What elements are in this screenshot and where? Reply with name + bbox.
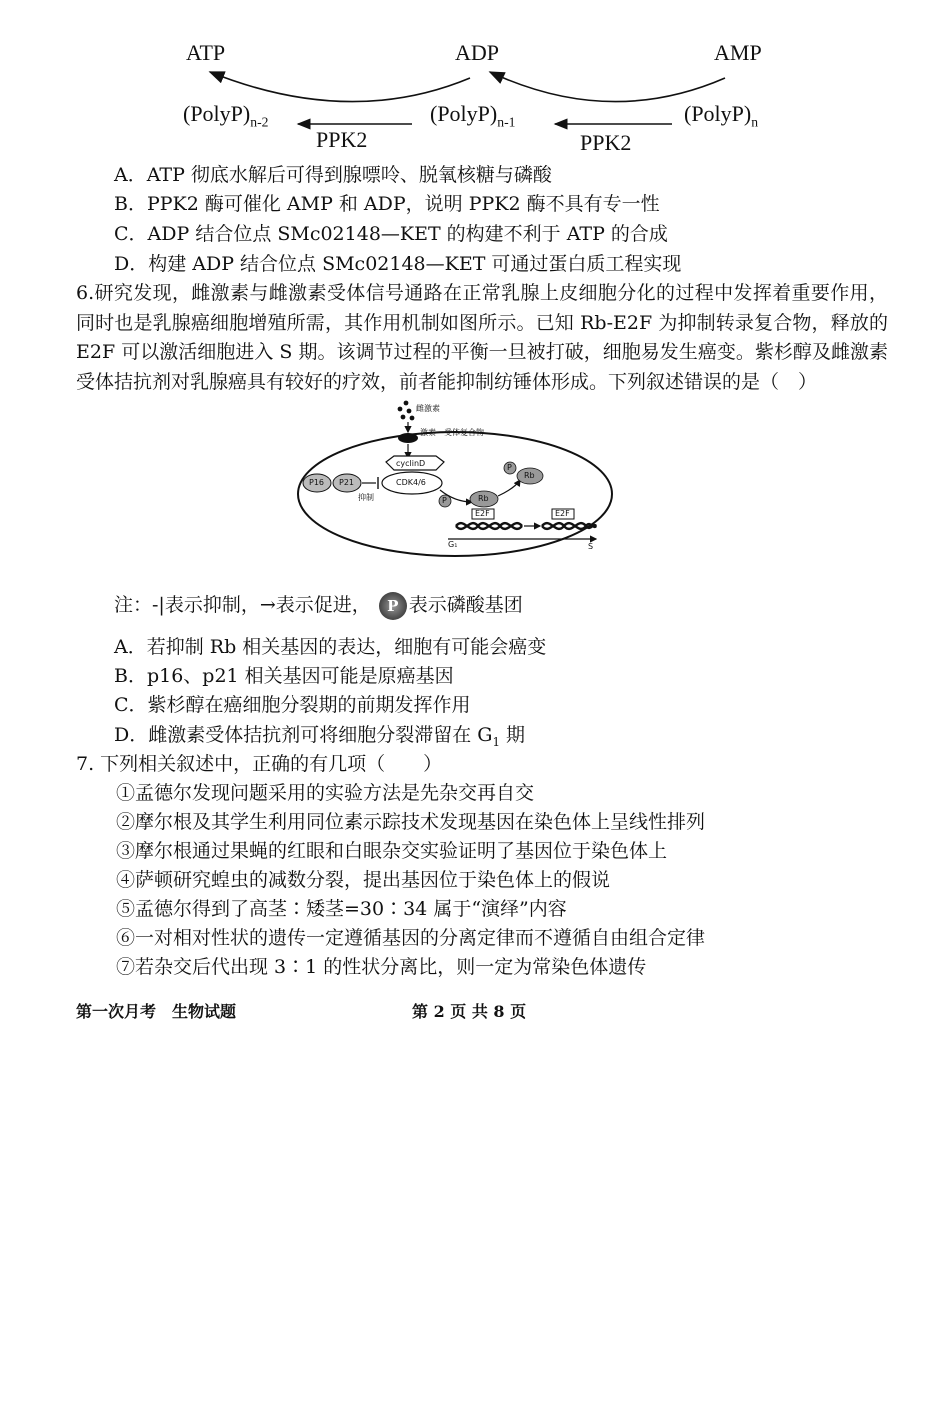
label-p-small: P <box>442 496 447 505</box>
label-atp: ATP <box>186 40 226 65</box>
label-s: S <box>588 542 594 551</box>
q5-option-d: D．构建 ADP 结合位点 SMc02148—KET 可通过蛋白质工程实现 <box>114 253 682 275</box>
label-complex: 激素—受体复合物 <box>420 428 484 437</box>
q7-item-3: ③摩尔根通过果蝇的红眼和白眼杂交实验证明了基因位于染色体上 <box>116 840 668 862</box>
label-amp: AMP <box>714 40 762 65</box>
label-polyp-n-2: $(PolyP)_{n-2}$ <box>183 101 269 130</box>
label-polyp-n: $(PolyP)_n$ <box>684 101 759 130</box>
q6-option-a: A．若抑制 Rb 相关基因的表达，细胞有可能会癌变 <box>114 636 547 658</box>
q7-stem: 7. 下列相关叙述中，正确的有几项（ ） <box>76 753 443 775</box>
cell-membrane <box>298 432 612 556</box>
q7-item-1: ①孟德尔发现问题采用的实验方法是先杂交再自交 <box>116 782 535 804</box>
label-estrogen: 雌激素 <box>416 404 440 413</box>
ppk2-arrows <box>0 0 950 160</box>
q6-stem: 6.研究发现，雌激素与雌激素受体信号通路在正常乳腺上皮细胞分化的过程中发挥着重要作用，同时也是乳腺癌细胞增殖所需，其作用机制如图所示。已知 Rb-E2F 为抑制转录复合物，释放的 E2F 可以激活细胞进入 S 期。该调节过程的平衡一旦被打破，细胞易发生癌变。紫杉醇及雌激素受体拮抗剂对乳腺癌具有较好的疗效，前者能抑制纺锤体形成。下列叙述错误的是（ ） <box>76 282 888 393</box>
q7-item-4: ④萨顿研究蝗虫的减数分裂，提出基因位于染色体上的假说 <box>116 869 611 891</box>
receptor-complex <box>398 433 418 443</box>
label-cyclind: cyclinD <box>396 459 426 468</box>
label-inhibit: 抑制 <box>358 493 374 502</box>
q5-option-a: A．ATP 彻底水解后可得到腺嘌呤、脱氧核糖与磷酸 <box>114 164 552 186</box>
adp-to-atp-arc <box>210 72 470 102</box>
q6-note <box>114 590 523 620</box>
q7-item-5: ⑤孟德尔得到了高茎∶矮茎=30∶34 属于“演绎”内容 <box>116 898 567 920</box>
q7-item-2: ②摩尔根及其学生利用同位素示踪技术发现基因在染色体上呈线性排列 <box>116 811 706 833</box>
footer-page: 第 2 页 共 8 页 <box>412 1002 527 1021</box>
footer-left: 第一次月考 生物试题 <box>76 1002 237 1021</box>
label-cdk: CDK4/6 <box>396 478 426 487</box>
q6-option-c: C．紫杉醇在癌细胞分裂期的前期发挥作用 <box>114 694 471 716</box>
estrogen-dots <box>398 401 415 421</box>
q5-option-b: B．PPK2 酶可催化 AMP 和 ADP，说明 PPK2 酶不具有专一性 <box>114 193 660 215</box>
label-polyp-n-1: $(PolyP)_{n-1}$ <box>430 101 516 130</box>
q6-option-b: B．p16、p21 相关基因可能是原癌基因 <box>114 665 454 687</box>
q6-option-d: D．雌激素受体拮抗剂可将细胞分裂滞留在 $G_1$ 期 <box>114 724 525 749</box>
label-rb: Rb <box>478 494 489 503</box>
amp-to-adp-arc <box>490 72 725 102</box>
label-ppk2-right: PPK2 <box>580 130 632 155</box>
label-g1: G₁ <box>448 540 458 549</box>
label-adp: ADP <box>455 40 500 65</box>
label-rb-free: Rb <box>524 471 535 480</box>
phosphate-icon: P <box>379 592 407 620</box>
note-suffix: 表示磷酸基团 <box>408 594 523 616</box>
q7-item-6: ⑥一对相对性状的遗传一定遵循基因的分离定律而不遵循自由组合定律 <box>116 927 706 949</box>
label-e2f-left: E2F <box>475 509 490 518</box>
ppk2-diagram <box>0 0 950 160</box>
label-p21: P21 <box>339 478 355 487</box>
q7-item-7: ⑦若杂交后代出现 3∶1 的性状分离比，则一定为常染色体遗传 <box>116 956 647 978</box>
label-e2f-right: E2F <box>555 509 570 518</box>
label-ppk2-left: PPK2 <box>316 127 368 152</box>
label-p16: P16 <box>309 478 325 487</box>
cell-diagram <box>290 398 620 558</box>
note-prefix: 注：-|表示抑制，→表示促进， <box>114 594 371 616</box>
q5-option-c: C．ADP 结合位点 SMc02148—KET 的构建不利于 ATP 的合成 <box>114 223 668 245</box>
label-p-rb: P <box>507 463 512 472</box>
